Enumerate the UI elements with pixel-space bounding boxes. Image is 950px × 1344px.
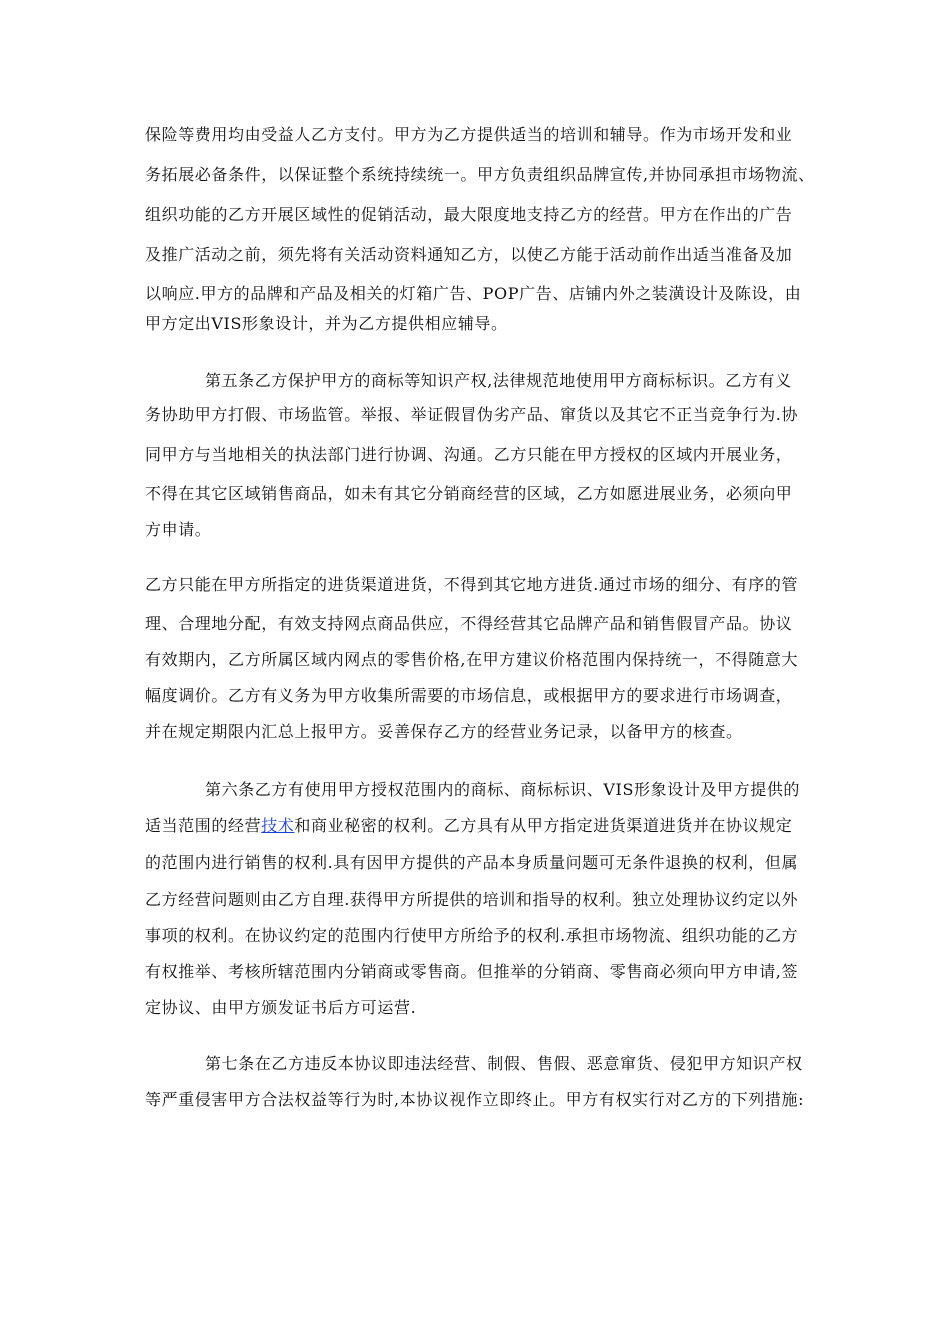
paragraph-3-line-2: 理、合理地分配，有效支持网点商品供应，不得经营其它品牌产品和销售假冒产品。协议 bbox=[145, 614, 793, 633]
technology-link[interactable]: 技术 bbox=[261, 816, 295, 835]
paragraph-4-line-2-after: 和商业秘密的权利。乙方具有从甲方指定进货渠道进货并在协议规定 bbox=[294, 816, 793, 835]
paragraph-2-line-2: 务协助甲方打假、市场监管。举报、举证假冒伪劣产品、窜货以及其它不正当竞争行为.协 bbox=[145, 405, 799, 424]
paragraph-4-line-2-before: 适当范围的经营 bbox=[145, 816, 262, 835]
paragraph-4-line-1: 第六条乙方有使用甲方授权范围内的商标、商标标识、VIS形象设计及甲方提供的 bbox=[205, 780, 801, 799]
paragraph-1-line-5: 以响应.甲方的品牌和产品及相关的灯箱广告、POP广告、店铺内外之装潢设计及陈设，由 bbox=[145, 284, 802, 303]
paragraph-4-line-4: 乙方经营问题则由乙方自理.获得甲方所提供的培训和指导的权利。独立处理协议约定以外 bbox=[145, 890, 799, 909]
paragraph-4-line-5: 事项的权利。在协议约定的范围内行使甲方所给予的权利.承担市场物流、组织功能的乙方 bbox=[145, 926, 799, 945]
paragraph-5-line-1: 第七条在乙方违反本协议即违法经营、制假、售假、恶意窜货、侵犯甲方知识产权 bbox=[205, 1054, 803, 1073]
paragraph-2-line-1: 第五条乙方保护甲方的商标等知识产权,法律规范地使用甲方商标标识。乙方有义 bbox=[205, 371, 792, 390]
paragraph-1-line-3: 组织功能的乙方开展区域性的促销活动，最大限度地支持乙方的经营。甲方在作出的广告 bbox=[145, 205, 793, 224]
paragraph-4-line-6: 有权推举、考核所辖范围内分销商或零售商。但推举的分销商、零售商必须向甲方申请,签 bbox=[145, 962, 799, 981]
paragraph-3-line-4: 幅度调价。乙方有义务为甲方收集所需要的市场信息，或根据甲方的要求进行市场调查， bbox=[145, 686, 793, 705]
paragraph-1-line-6: 甲方定出VIS形象设计，并为乙方提供相应辅导。 bbox=[145, 314, 508, 333]
paragraph-2-line-5: 方申请。 bbox=[145, 520, 212, 539]
paragraph-5-line-2: 等严重侵害甲方合法权益等行为时,本协议视作立即终止。甲方有权实行对乙方的下列措施: bbox=[145, 1090, 805, 1109]
paragraph-3-line-3: 有效期内，乙方所属区域内网点的零售价格,在甲方建议价格范围内保持统一，不得随意大 bbox=[145, 650, 799, 669]
paragraph-3-line-1: 乙方只能在甲方所指定的进货渠道进货，不得到其它地方进货.通过市场的细分、有序的管 bbox=[145, 575, 799, 594]
paragraph-1-line-4: 及推广活动之前，须先将有关活动资料通知乙方，以使乙方能于活动前作出适当准备及加 bbox=[145, 245, 793, 264]
paragraph-4-line-3: 的范围内进行销售的权利.具有因甲方提供的产品本身质量问题可无条件退换的权利，但属 bbox=[145, 853, 799, 872]
paragraph-4-line-2 bbox=[145, 816, 792, 836]
paragraph-1-line-1: 保险等费用均由受益人乙方支付。甲方为乙方提供适当的培训和辅导。作为市场开发和业 bbox=[145, 125, 793, 144]
paragraph-2-line-3: 同甲方与当地相关的执法部门进行协调、沟通。乙方只能在甲方授权的区域内开展业务， bbox=[145, 445, 793, 464]
paragraph-2-line-4: 不得在其它区域销售商品，如未有其它分销商经营的区域，乙方如愿进展业务，必须向甲 bbox=[145, 484, 793, 503]
paragraph-4-line-7: 定协议、由甲方颁发证书后方可运营. bbox=[145, 998, 417, 1017]
paragraph-3-line-5: 并在规定期限内汇总上报甲方。妥善保存乙方的经营业务记录，以备甲方的核查。 bbox=[145, 722, 743, 741]
paragraph-1-line-2: 务拓展必备条件，以保证整个系统持续统一。甲方负责组织品牌宣传,并协同承担市场物流、 bbox=[145, 165, 815, 184]
